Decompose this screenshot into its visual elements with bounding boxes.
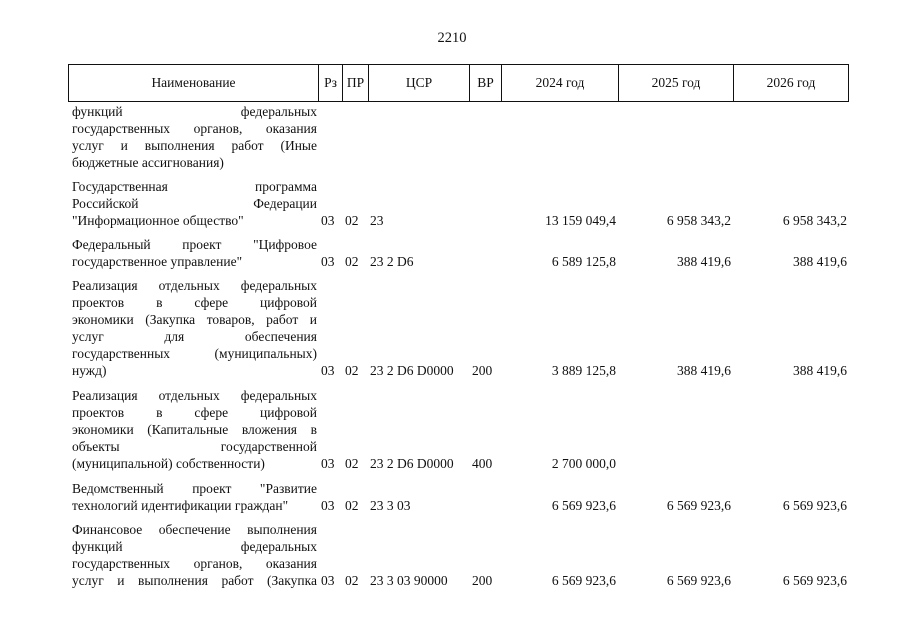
name-line: государственных органов, оказания	[72, 556, 317, 571]
rz-cell: 03	[321, 456, 335, 471]
pr-cell: 02	[345, 573, 359, 588]
pr-cell: 02	[345, 254, 359, 269]
name-line: услуг для обеспечения	[72, 329, 317, 344]
pr-cell: 02	[345, 498, 359, 513]
name-line: Реализация отдельных федеральных	[72, 388, 317, 403]
row-name	[72, 387, 317, 472]
header-name-cell	[68, 64, 318, 102]
name-line: государственное управление"	[72, 254, 243, 269]
rz-cell: 03	[321, 213, 335, 228]
value-2024: 6 569 923,6	[551, 573, 616, 588]
header-2024-cell	[501, 64, 618, 102]
name-line: "Информационное общество"	[72, 213, 244, 228]
value-2026: 6 958 343,2	[782, 213, 847, 228]
value-2025: 6 569 923,6	[666, 573, 731, 588]
rz-cell: 03	[321, 573, 335, 588]
rz-cell: 03	[321, 363, 335, 378]
header-vr-cell	[469, 64, 501, 102]
header-pr-cell	[342, 64, 368, 102]
name-line: экономики (Капитальные вложения в	[72, 422, 317, 437]
pr-cell: 02	[345, 456, 359, 471]
header-2024: 2024 год	[535, 75, 585, 90]
name-line: бюджетные ассигнования)	[72, 155, 224, 170]
name-line: (муниципальной) собственности)	[72, 456, 265, 471]
header-2026: 2026 год	[766, 75, 816, 90]
header-name: Наименование	[151, 75, 236, 90]
value-2025: 388 419,6	[677, 254, 731, 269]
name-line: экономики (Закупка товаров, работ и	[72, 312, 317, 327]
csr-cell: 23 3 03 90000	[370, 573, 448, 588]
vr-cell: 400	[472, 456, 493, 471]
row-name	[72, 521, 317, 589]
value-2025: 388 419,6	[677, 363, 731, 378]
csr-cell: 23 2 D6 D0000	[370, 456, 454, 471]
page-number: 2210	[437, 30, 467, 46]
value-2024: 6 589 125,8	[551, 254, 616, 269]
name-line: технологий идентификации граждан"	[72, 498, 289, 513]
name-line: Федеральный проект "Цифровое	[72, 237, 317, 252]
value-2026: 388 419,6	[793, 363, 847, 378]
name-line: проектов в сфере цифровой	[72, 295, 317, 310]
row-name	[72, 277, 317, 379]
row-name	[72, 236, 317, 270]
name-line: Российской Федерации	[72, 196, 317, 211]
header-rz: Рз	[324, 75, 337, 90]
row-name	[72, 480, 317, 514]
header-2025: 2025 год	[651, 75, 701, 90]
csr-cell: 23 2 D6	[370, 254, 414, 269]
name-line: Ведомственный проект "Развитие	[72, 481, 317, 496]
value-2025: 6 958 343,2	[666, 213, 731, 228]
row-name	[72, 103, 317, 171]
value-2024: 2 700 000,0	[551, 456, 616, 471]
name-line: услуг и выполнения работ (Закупка	[72, 573, 317, 588]
header-csr-cell	[368, 64, 469, 102]
header-vr: ВР	[477, 75, 494, 90]
rz-cell: 03	[321, 498, 335, 513]
value-2024: 6 569 923,6	[551, 498, 616, 513]
name-line: нужд)	[72, 363, 107, 378]
name-line: Финансовое обеспечение выполнения	[72, 522, 317, 537]
name-line: государственных (муниципальных)	[72, 346, 317, 361]
csr-cell: 23 3 03	[370, 498, 411, 513]
value-2025: 6 569 923,6	[666, 498, 731, 513]
name-line: Государственная программа	[72, 179, 317, 194]
name-line: функций федеральных	[72, 104, 317, 119]
name-line: проектов в сфере цифровой	[72, 405, 317, 420]
name-line: услуг и выполнения работ (Иные	[72, 138, 317, 153]
pr-cell: 02	[345, 213, 359, 228]
row-name	[72, 178, 317, 229]
vr-cell: 200	[472, 363, 493, 378]
name-line: функций федеральных	[72, 539, 317, 554]
name-line: государственных органов, оказания	[72, 121, 317, 136]
pr-cell: 02	[345, 363, 359, 378]
header-rz-cell	[318, 64, 342, 102]
header-csr: ЦСР	[405, 75, 433, 90]
value-2026: 388 419,6	[793, 254, 847, 269]
value-2026: 6 569 923,6	[782, 498, 847, 513]
rz-cell: 03	[321, 254, 335, 269]
csr-cell: 23 2 D6 D0000	[370, 363, 454, 378]
name-line: объекты государственной	[72, 439, 317, 454]
csr-cell: 23	[370, 213, 384, 228]
header-pr: ПР	[346, 75, 365, 90]
value-2024: 3 889 125,8	[551, 363, 616, 378]
name-line: Реализация отдельных федеральных	[72, 278, 317, 293]
value-2026: 6 569 923,6	[782, 573, 847, 588]
header-2025-cell	[618, 64, 733, 102]
value-2024: 13 159 049,4	[545, 213, 616, 228]
vr-cell: 200	[472, 573, 493, 588]
header-2026-cell	[733, 64, 849, 102]
